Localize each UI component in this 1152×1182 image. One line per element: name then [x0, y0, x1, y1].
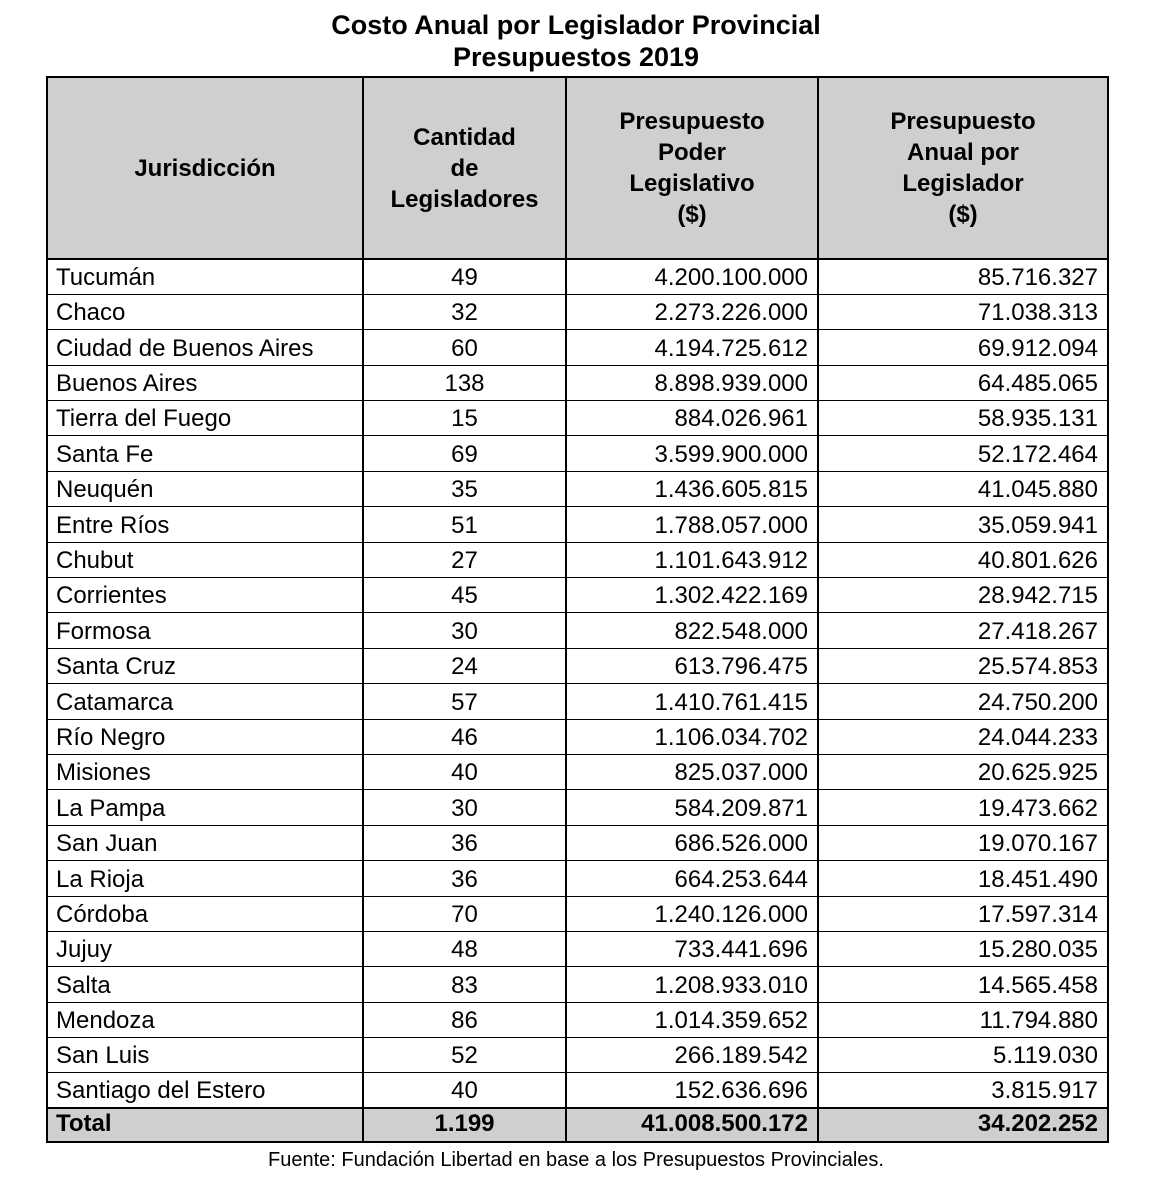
total-row [47, 1108, 1108, 1142]
total-legisladores: 1.199 [363, 1108, 566, 1142]
cell-legisladores: 40 [363, 754, 566, 789]
cell-jurisdiccion: Río Negro [47, 719, 363, 754]
cell-anual-por-legislador: 27.418.267 [818, 613, 1108, 648]
cell-presupuesto: 4.194.725.612 [566, 330, 818, 365]
cell-legisladores: 70 [363, 896, 566, 931]
cell-anual-por-legislador: 40.801.626 [818, 542, 1108, 577]
cell-anual-por-legislador: 19.070.167 [818, 825, 1108, 860]
total-label: Total [47, 1108, 363, 1142]
table-row [47, 719, 1108, 754]
cell-presupuesto: 613.796.475 [566, 648, 818, 683]
cell-legisladores: 86 [363, 1002, 566, 1037]
table-row [47, 648, 1108, 683]
header-cantidad-legisladores [363, 77, 566, 259]
cell-anual-por-legislador: 25.574.853 [818, 648, 1108, 683]
table-row [47, 1002, 1108, 1037]
cell-anual-por-legislador: 18.451.490 [818, 861, 1108, 896]
cell-presupuesto: 1.302.422.169 [566, 578, 818, 613]
cell-presupuesto: 733.441.696 [566, 931, 818, 966]
cell-presupuesto: 1.106.034.702 [566, 719, 818, 754]
cell-legisladores: 40 [363, 1073, 566, 1108]
table-row [47, 684, 1108, 719]
cell-legisladores: 83 [363, 967, 566, 1002]
cell-legisladores: 24 [363, 648, 566, 683]
cell-anual-por-legislador: 58.935.131 [818, 401, 1108, 436]
cell-legisladores: 36 [363, 825, 566, 860]
header-presupuesto-poder-legislativo [566, 77, 818, 259]
table-row [47, 1038, 1108, 1073]
header-anual-line-3: Legislador [902, 170, 1024, 197]
cell-jurisdiccion: La Pampa [47, 790, 363, 825]
cell-legisladores: 30 [363, 790, 566, 825]
table-header [47, 77, 1108, 259]
cell-anual-por-legislador: 28.942.715 [818, 578, 1108, 613]
cell-presupuesto: 1.101.643.912 [566, 542, 818, 577]
cell-jurisdiccion: Jujuy [47, 931, 363, 966]
cell-anual-por-legislador: 64.485.065 [818, 365, 1108, 400]
header-jurisdiccion [47, 77, 363, 259]
header-presupuesto-line-3: Legislativo [629, 170, 755, 197]
cell-anual-por-legislador: 15.280.035 [818, 931, 1108, 966]
cell-presupuesto: 4.200.100.000 [566, 259, 818, 294]
cell-anual-por-legislador: 14.565.458 [818, 967, 1108, 1002]
cell-presupuesto: 822.548.000 [566, 613, 818, 648]
cell-jurisdiccion: San Juan [47, 825, 363, 860]
cell-presupuesto: 884.026.961 [566, 401, 818, 436]
cell-jurisdiccion: Neuquén [47, 471, 363, 506]
cell-legisladores: 138 [363, 365, 566, 400]
header-anual-line-2: Anual por [907, 139, 1019, 166]
cell-presupuesto: 3.599.900.000 [566, 436, 818, 471]
cell-legisladores: 51 [363, 507, 566, 542]
cell-legisladores: 15 [363, 401, 566, 436]
cell-presupuesto: 152.636.696 [566, 1073, 818, 1108]
header-presupuesto-line-1: Presupuesto [619, 108, 765, 135]
cell-presupuesto: 1.436.605.815 [566, 471, 818, 506]
cell-presupuesto: 266.189.542 [566, 1038, 818, 1073]
cell-jurisdiccion: Santa Fe [47, 436, 363, 471]
cell-anual-por-legislador: 20.625.925 [818, 754, 1108, 789]
table-row [47, 507, 1108, 542]
table-row [47, 330, 1108, 365]
cell-anual-por-legislador: 52.172.464 [818, 436, 1108, 471]
cell-jurisdiccion: Mendoza [47, 1002, 363, 1037]
cell-jurisdiccion: San Luis [47, 1038, 363, 1073]
table-row [47, 259, 1108, 294]
cell-legisladores: 36 [363, 861, 566, 896]
cell-presupuesto: 686.526.000 [566, 825, 818, 860]
table-row [47, 365, 1108, 400]
cell-legisladores: 30 [363, 613, 566, 648]
cell-presupuesto: 1.240.126.000 [566, 896, 818, 931]
cell-jurisdiccion: Santiago del Estero [47, 1073, 363, 1108]
table-row [47, 401, 1108, 436]
cell-presupuesto: 8.898.939.000 [566, 365, 818, 400]
source-note: Fuente: Fundación Libertad en base a los Presupuestos Provinciales. [268, 1149, 884, 1171]
cell-jurisdiccion: Santa Cruz [47, 648, 363, 683]
table-row [47, 967, 1108, 1002]
cell-jurisdiccion: Salta [47, 967, 363, 1002]
table-row [47, 931, 1108, 966]
table-row [47, 790, 1108, 825]
cell-anual-por-legislador: 69.912.094 [818, 330, 1108, 365]
header-presupuesto-anual-por-legislador [818, 77, 1108, 259]
header-cantidad-line-2: de [450, 154, 479, 182]
cell-anual-por-legislador: 17.597.314 [818, 896, 1108, 931]
cell-legisladores: 49 [363, 259, 566, 294]
cell-legisladores: 69 [363, 436, 566, 471]
table-row [47, 613, 1108, 648]
cell-anual-por-legislador: 85.716.327 [818, 259, 1108, 294]
cell-jurisdiccion: Formosa [47, 613, 363, 648]
total-anual-por-legislador: 34.202.252 [818, 1108, 1108, 1142]
cell-anual-por-legislador: 24.750.200 [818, 684, 1108, 719]
cell-anual-por-legislador: 19.473.662 [818, 790, 1108, 825]
cell-jurisdiccion: Ciudad de Buenos Aires [47, 330, 363, 365]
header-cantidad-line-1: Cantidad [413, 123, 516, 151]
table-row [47, 1073, 1108, 1108]
cell-presupuesto: 1.410.761.415 [566, 684, 818, 719]
cell-jurisdiccion: La Rioja [47, 861, 363, 896]
table-row [47, 861, 1108, 896]
cell-jurisdiccion: Catamarca [47, 684, 363, 719]
cell-jurisdiccion: Tucumán [47, 259, 363, 294]
cell-anual-por-legislador: 35.059.941 [818, 507, 1108, 542]
cell-presupuesto: 1.014.359.652 [566, 1002, 818, 1037]
cell-anual-por-legislador: 3.815.917 [818, 1073, 1108, 1108]
table-row [47, 294, 1108, 329]
budget-table [46, 76, 1109, 1143]
cell-presupuesto: 1.208.933.010 [566, 967, 818, 1002]
cell-legisladores: 45 [363, 578, 566, 613]
cell-presupuesto: 584.209.871 [566, 790, 818, 825]
document-title: Costo Anual por Legislador Provincial [331, 10, 821, 40]
cell-anual-por-legislador: 41.045.880 [818, 471, 1108, 506]
cell-jurisdiccion: Entre Ríos [47, 507, 363, 542]
table-row [47, 471, 1108, 506]
table-row [47, 436, 1108, 471]
cell-jurisdiccion: Chubut [47, 542, 363, 577]
table-body [47, 259, 1108, 1142]
header-cantidad-line-3: Legisladores [390, 185, 539, 213]
cell-jurisdiccion: Misiones [47, 754, 363, 789]
cell-presupuesto: 1.788.057.000 [566, 507, 818, 542]
cell-legisladores: 48 [363, 931, 566, 966]
header-presupuesto-line-2: Poder [657, 139, 726, 166]
header-anual-line-4: ($) [948, 201, 978, 228]
cell-jurisdiccion: Córdoba [47, 896, 363, 931]
cell-presupuesto: 664.253.644 [566, 861, 818, 896]
document-subtitle: Presupuestos 2019 [452, 42, 700, 72]
cell-anual-por-legislador: 71.038.313 [818, 294, 1108, 329]
header-presupuesto-line-4: ($) [677, 201, 707, 228]
cell-jurisdiccion: Corrientes [47, 578, 363, 613]
cell-anual-por-legislador: 11.794.880 [818, 1002, 1108, 1037]
header-anual-line-1: Presupuesto [890, 108, 1036, 135]
header-jurisdiccion-line: Jurisdicción [134, 154, 276, 182]
cell-presupuesto: 2.273.226.000 [566, 294, 818, 329]
cell-jurisdiccion: Buenos Aires [47, 365, 363, 400]
cell-jurisdiccion: Chaco [47, 294, 363, 329]
cell-jurisdiccion: Tierra del Fuego [47, 401, 363, 436]
cell-legisladores: 60 [363, 330, 566, 365]
table-row [47, 578, 1108, 613]
cell-legisladores: 57 [363, 684, 566, 719]
cell-presupuesto: 825.037.000 [566, 754, 818, 789]
cell-anual-por-legislador: 5.119.030 [818, 1038, 1108, 1073]
table-row [47, 542, 1108, 577]
cell-anual-por-legislador: 24.044.233 [818, 719, 1108, 754]
cell-legisladores: 35 [363, 471, 566, 506]
cell-legisladores: 32 [363, 294, 566, 329]
table-row [47, 896, 1108, 931]
total-presupuesto: 41.008.500.172 [566, 1108, 818, 1142]
table-row [47, 825, 1108, 860]
cell-legisladores: 46 [363, 719, 566, 754]
cell-legisladores: 27 [363, 542, 566, 577]
cell-legisladores: 52 [363, 1038, 566, 1073]
table-row [47, 754, 1108, 789]
